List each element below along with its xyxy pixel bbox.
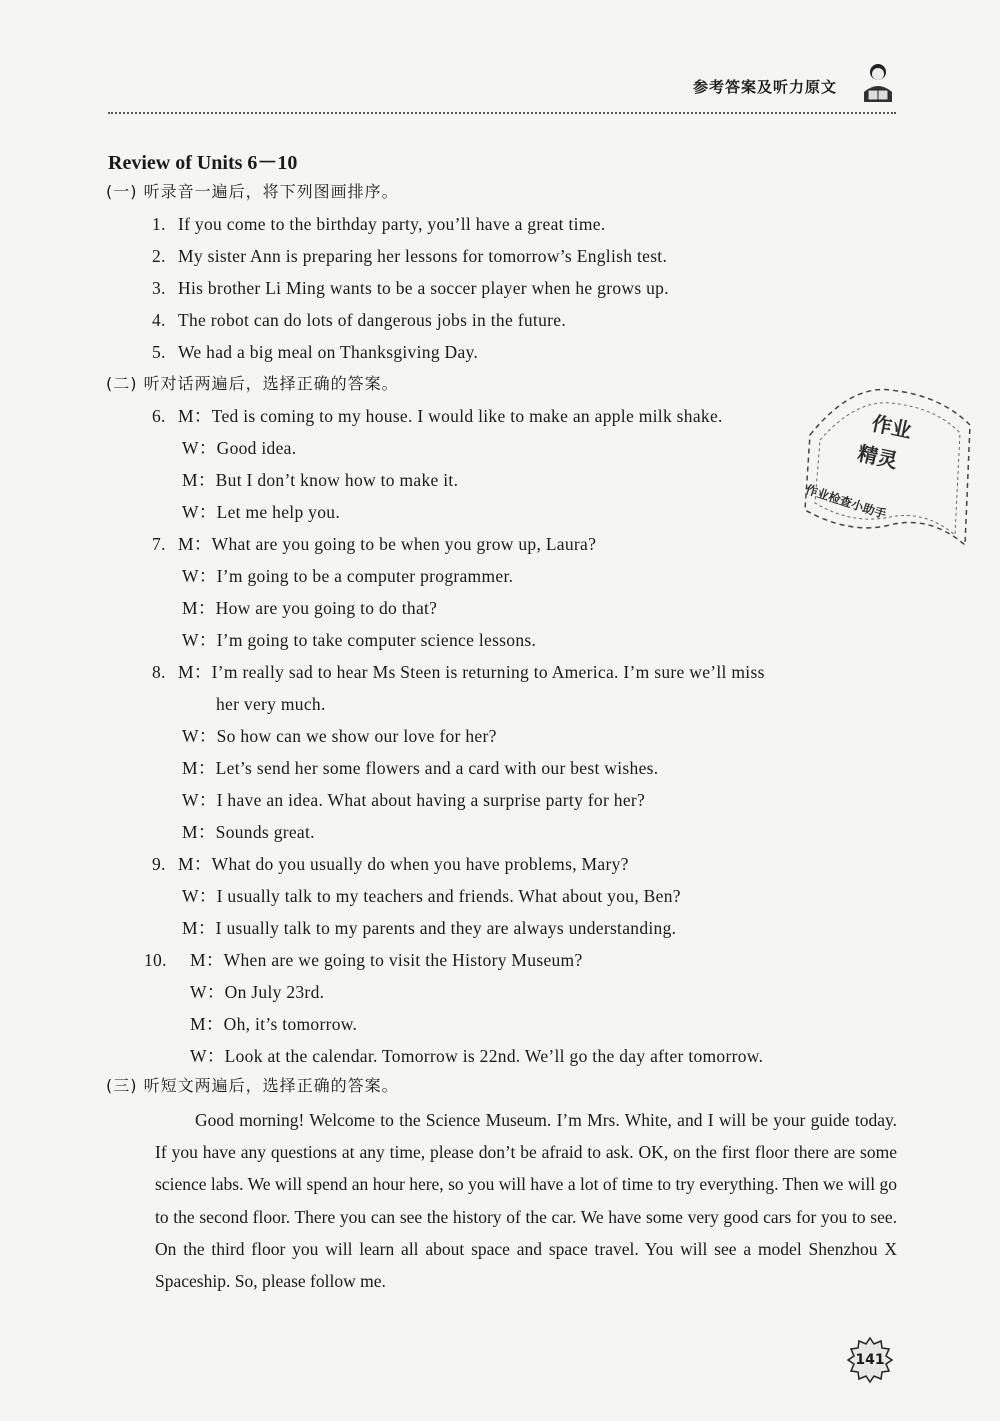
dialogue-line [152,533,596,555]
speaker-label: W： [182,566,217,586]
item-number: 1. [152,214,166,234]
speaker-label: M： [190,950,224,970]
stamp-line1: 作业 [869,411,914,443]
speaker-label: M： [178,406,212,426]
speaker-label: W： [182,630,217,650]
dialogue-text: Sounds great. [215,822,315,842]
speaker-label: M： [182,758,216,778]
dialogue-text: I have an idea. What about having a surprise party for her? [216,790,646,810]
dialogue-line [190,981,324,1003]
part1-item [152,341,478,363]
part1-item [152,309,566,331]
question-number: 9. [152,854,166,874]
dialogue-text: How are you going to do that? [215,598,438,618]
dialogue-text: Good idea. [216,438,297,458]
dialogue-line [152,661,765,683]
item-text: My sister Ann is preparing her lessons for tomorrow’s English test. [178,246,668,266]
dialogue-text: What are you going to be when you grow up, Laura? [211,534,597,554]
item-number: 4. [152,310,166,330]
dialogue-line [152,405,723,427]
speaker-label: M： [190,1014,224,1034]
part3-passage: Good morning! Welcome to the Science Museum. I’m Mrs. White, and I will be your guide today. If you have any questions at any time, please don’t be afraid to ask. OK, on the first floor there are some science labs. We will spend an hour here, so you will have a lot of time to try everything. Then we will go to the second floor. There you can see the history of the car. We have some very good cars for you to see. On the third floor you will learn all about space and space travel. You will see a model Shenzhou X Spaceship. So, please follow me. [155,1110,897,1292]
speaker-label: M： [178,662,212,682]
dialogue-line [144,949,583,971]
speaker-label: M： [178,534,212,554]
item-text: The robot can do lots of dangerous jobs in the future. [178,310,566,330]
item-text: If you come to the birthday party, you’ll have a great time. [178,214,606,234]
dialogue-text: I usually talk to my teachers and friends. What about you, Ben? [216,886,681,906]
speaker-label: W： [182,726,217,746]
speaker-label: W： [182,790,217,810]
item-number: 3. [152,278,166,298]
speaker-label: W： [190,982,225,1002]
dialogue-line [190,1045,763,1067]
page-number: 141 [855,1352,885,1368]
speaker-label: M： [182,918,216,938]
question-number: 10. [144,950,167,970]
dialogue-line [182,565,513,587]
dialogue-text: Let’s send her some flowers and a card with our best wishes. [215,758,659,778]
dialogue-line [182,469,458,491]
stamp-line3: 作业检查小助手 [803,482,888,522]
part2-heading: (二) 听对话两遍后，选择正确的答案。 [106,374,399,393]
watermark-stamp [790,375,990,560]
dialogue-line [182,629,536,651]
part1-item [152,245,667,267]
dialogue-line [182,821,315,843]
speaker-label: M： [182,598,216,618]
dialogue-text: But I don’t know how to make it. [215,470,459,490]
dialogue-line [182,757,658,779]
speaker-label: M： [178,854,212,874]
speaker-label: W： [182,886,217,906]
dialogue-text: Ted is coming to my house. I would like to make an apple milk shake. [211,406,723,426]
section-title: Review of Units 6－10 [108,152,298,174]
speaker-label: M： [182,470,216,490]
item-text: His brother Li Ming wants to be a soccer player when he grows up. [178,278,669,298]
speaker-label: W： [182,438,217,458]
part3-heading: (三) 听短文两遍后，选择正确的答案。 [106,1076,399,1095]
dialogue-text: When are we going to visit the History Museum? [223,950,583,970]
dialogue-text: I’m going to be a computer programmer. [216,566,514,586]
dialogue-line [182,885,681,907]
dialogue-line [182,597,437,619]
page-number-badge [846,1336,894,1384]
dialogue-text: her very much. [216,694,326,714]
speaker-label: W： [190,1046,225,1066]
dialogue-text: I’m going to take computer science lessons. [216,630,537,650]
speaker-label: W： [182,502,217,522]
dialogue-text: Look at the calendar. Tomorrow is 22nd. We’ll go the day after tomorrow. [224,1046,764,1066]
speaker-label: M： [182,822,216,842]
dialogue-text: Let me help you. [216,502,341,522]
part1-item [152,213,606,235]
dialogue-line [216,693,326,715]
dialogue-text: Oh, it’s tomorrow. [223,1014,358,1034]
dialogue-line [182,789,645,811]
dialogue-text: I usually talk to my parents and they are always understanding. [215,918,677,938]
question-number: 6. [152,406,166,426]
dialogue-line [182,501,340,523]
dialogue-line [190,1013,357,1035]
question-number: 7. [152,534,166,554]
student-reading-icon [858,62,898,106]
dialogue-text: So how can we show our love for her? [216,726,497,746]
dialogue-text: I’m really sad to hear Ms Steen is returning to America. I’m sure we’ll miss [211,662,765,682]
dialogue-line [152,853,629,875]
part1-heading: (一) 听录音一遍后，将下列图画排序。 [106,182,399,201]
item-number: 2. [152,246,166,266]
question-number: 8. [152,662,166,682]
dialogue-text: What do you usually do when you have problems, Mary? [211,854,629,874]
dialogue-text: On July 23rd. [224,982,325,1002]
header-divider [108,112,896,114]
dialogue-line [182,917,676,939]
dialogue-line [182,437,296,459]
item-number: 5. [152,342,166,362]
item-text: We had a big meal on Thanksgiving Day. [178,342,479,362]
stamp-line2: 精灵 [855,441,900,473]
part1-item [152,277,669,299]
dialogue-line [182,725,497,747]
header-title: 参考答案及听力原文 [693,78,838,96]
